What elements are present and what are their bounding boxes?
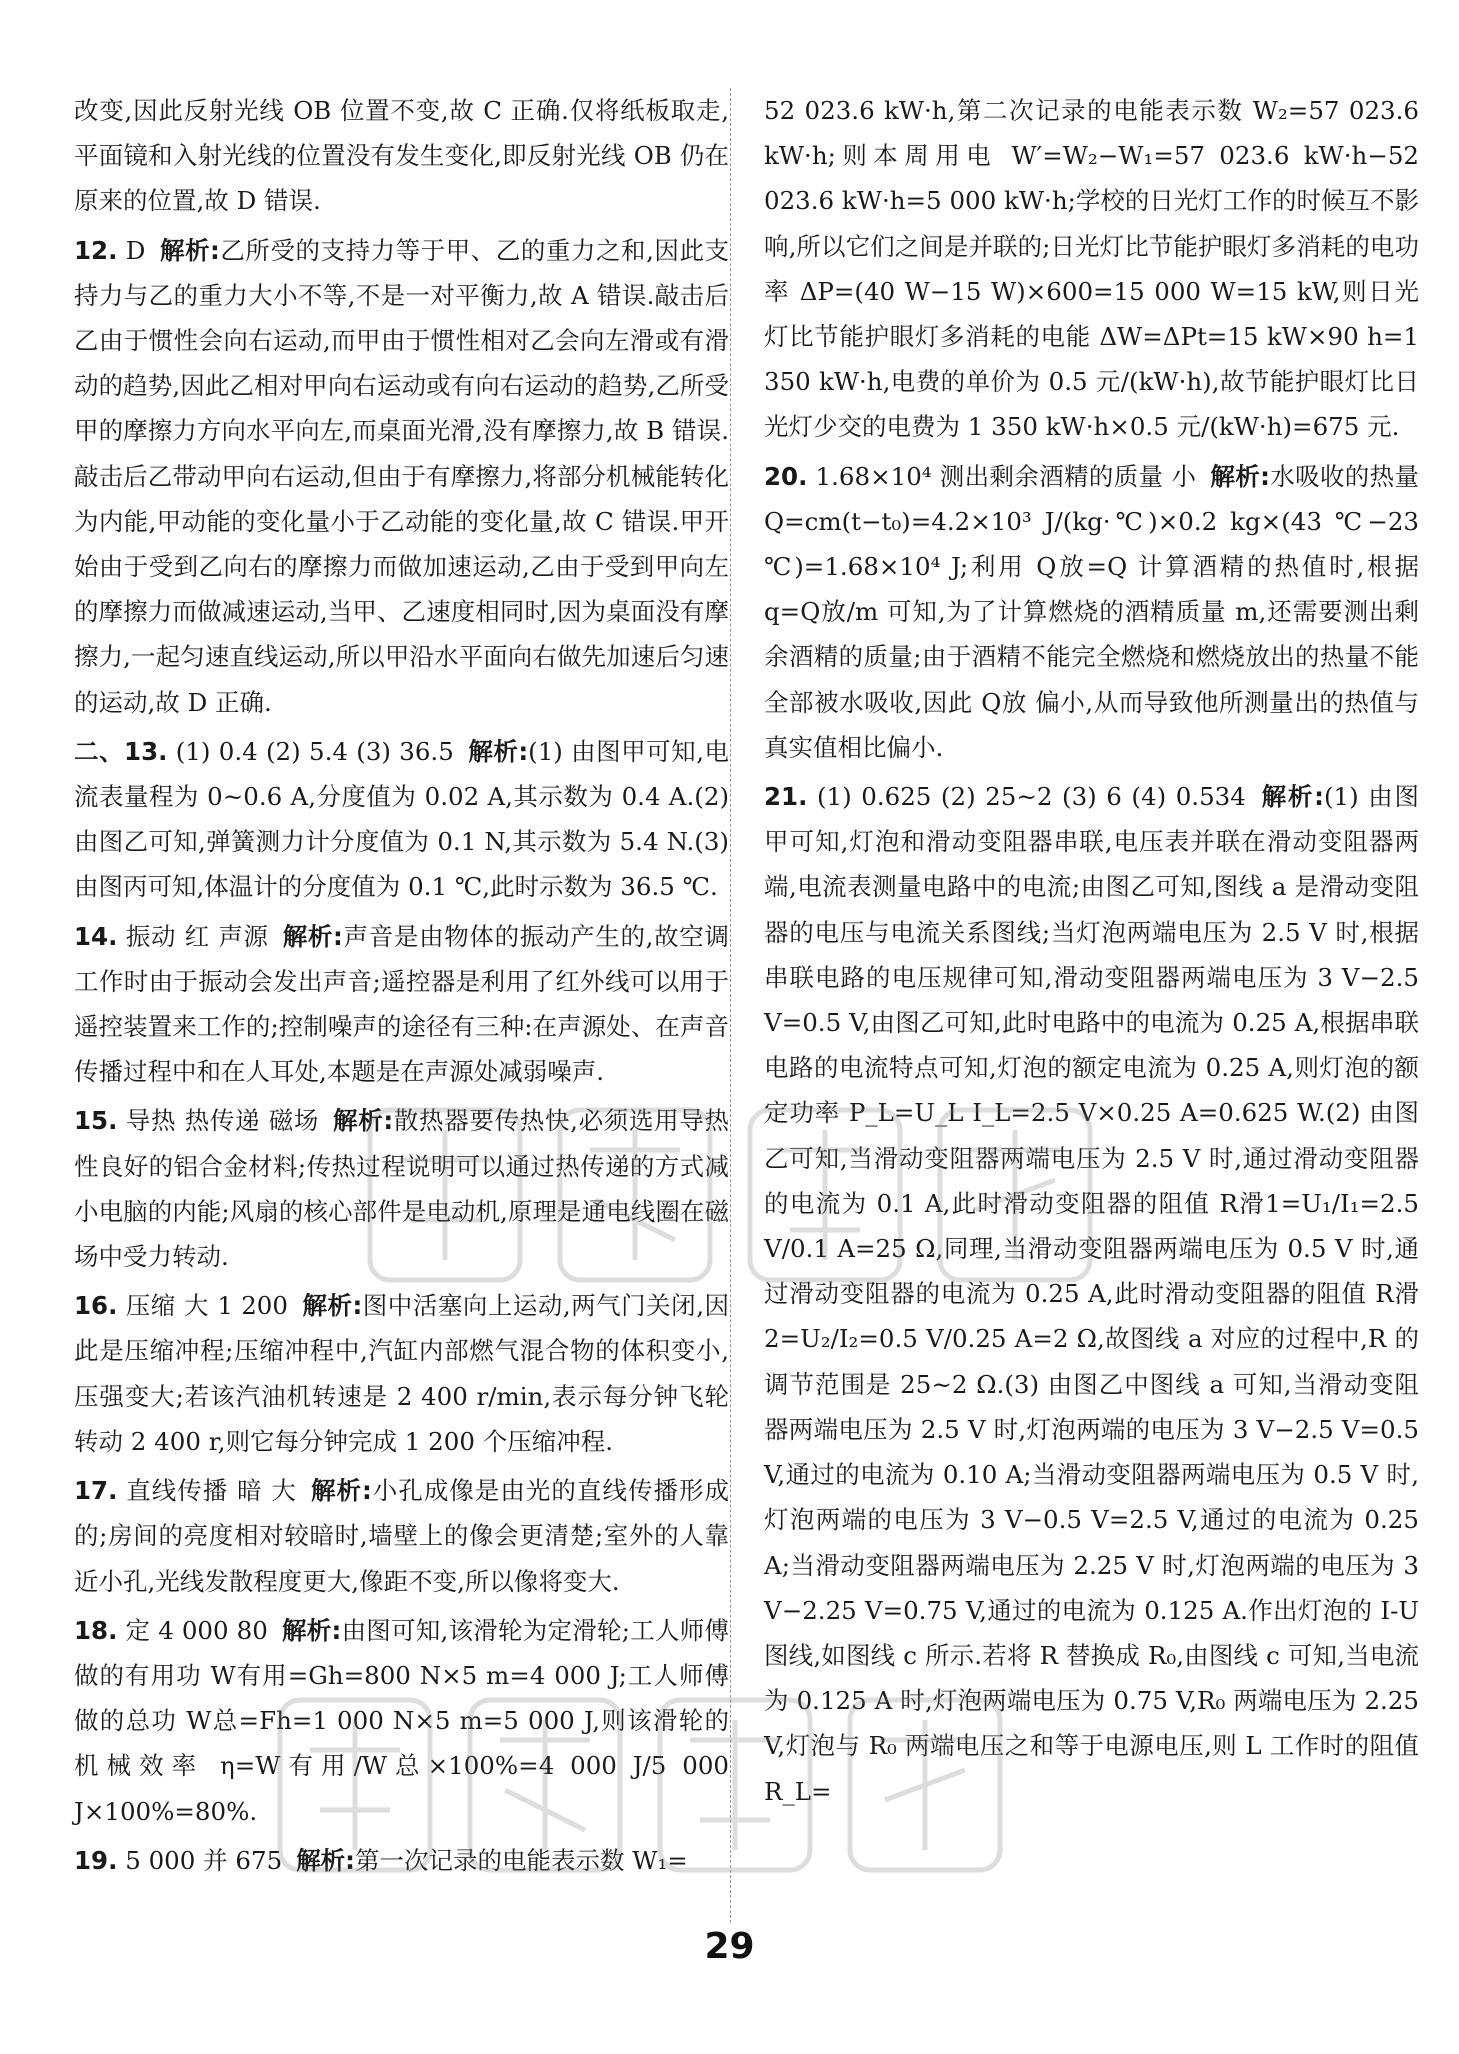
question-number: 14. [74, 921, 118, 951]
answer-paragraph [764, 454, 1419, 770]
explanation-label: 解析: [282, 921, 343, 951]
explanation-label: 解析: [333, 1106, 394, 1136]
answer-paragraph [74, 88, 729, 224]
explanation-label: 解析: [159, 235, 220, 265]
explanation-text: 52 023.6 kW·h,第二次记录的电能表示数 W₂=57 023.6 kW·h;则本周用电 W′=W₂−W₁=57 023.6 kW·h−52 023.6 kW·h=5 000 kW·h;学校的日光灯工作的时候互不影响,所以它们之间是并联的;日光灯比节能护眼灯多消耗的电功率 ΔP=(40 W−15 W)×600=15 000 W=15 kW,则日光灯比节能护眼灯多消耗的电能 ΔW=ΔPt=15 kW×90 h=1 350 kW·h,电费的单价为 0.5 元/(kW·h),故节能护眼灯比日光灯少交的电费为 1 350 kW·h×0.5 元/(kW·h)=675 元. [764, 96, 1419, 442]
answer-key: D [125, 235, 146, 265]
answer-key: 5 000 并 675 [125, 1845, 283, 1875]
question-number: 17. [74, 1476, 118, 1506]
question-number: 20. [764, 461, 808, 491]
answer-paragraph [74, 1608, 729, 1834]
question-number: 二、13. [74, 736, 168, 766]
column-divider [730, 88, 731, 1923]
question-number: 19. [74, 1845, 118, 1875]
answer-paragraph [74, 1468, 729, 1604]
left-column [74, 88, 729, 1887]
explanation-text: 由图可知,该滑轮为定滑轮;工人师傅做的有用功 W有用=Gh=800 N×5 m=4 000 J;工人师傅做的总功 W总=Fh=1 000 N×5 m=5 000 J,则该滑轮的机械效率 η=W有用/W总×100%=4 000 J/5 000 J×100%=80%. [74, 1615, 729, 1826]
question-number: 15. [74, 1106, 118, 1136]
explanation-text: (1) 由图甲可知,灯泡和滑动变阻器串联,电压表并联在滑动变阻器两端,电流表测量电路中的电流;由图乙可知,图线 a 是滑动变阻器的电压与电流关系图线;当灯泡两端电压为 2.5 V 时,根据串联电路的电压规律可知,滑动变阻器两端电压为 3 V−2.5 V=0.5 V,由图乙可知,此时电路中的电流为 0.25 A,根据串联电路的电流特点可知,灯泡的额定电流为 0.25 A,则灯泡的额定功率 P_L=U_L I_L=2.5 V×0.25 A=0.625 W.(2) 由图乙可知,当滑动变阻器两端电压为 2.5 V 时,通过滑动变阻器的电流为 0.1 A,此时滑动变阻器的阻值 R滑1=U₁/I₁=2.5 V/0.1 A=25 Ω,同理,当滑动变阻器两端电压为 0.5 V 时,通过滑动变阻器的电流为 0.25 A,此时滑动变阻器的阻值 R滑2=U₂/I₂=0.5 V/0.25 A=2 Ω,故图线 a 对应的过程中,R 的调节范围是 25~2 Ω.(3) 由图乙中图线 a 可知,当滑动变阻器两端电压为 2.5 V 时,灯泡两端的电压为 3 V−2.5 V=0.5 V,通过的电流为 0.10 A;当滑动变阻器两端电压为 0.5 V 时,灯泡两端的电压为 3 V−0.5 V=2.5 V,通过的电流为 0.25 A;当滑动变阻器两端电压为 2.25 V 时,灯泡两端的电压为 3 V−2.25 V=0.75 V,通过的电流为 0.125 A.作出灯泡的 I-U 图线,如图线 c 所示.若将 R 替换成 R₀,由图线 c 可知,当电流为 0.125 A 时,灯泡两端电压为 0.75 V,R₀ 两端电压为 2.25 V,灯泡与 R₀ 两端电压之和等于电源电压,则 L 工作时的阻值 R_L= [764, 782, 1419, 1806]
answer-paragraph [74, 914, 729, 1095]
answer-paragraph [74, 729, 729, 910]
answer-paragraph [764, 774, 1419, 1814]
explanation-label: 解析: [296, 1845, 355, 1875]
question-number: 16. [74, 1291, 118, 1321]
question-number: 21. [764, 782, 808, 812]
answer-key: 压缩 大 1 200 [125, 1291, 288, 1321]
explanation-label: 解析: [310, 1476, 372, 1506]
answer-key: 直线传播 暗 大 [126, 1476, 297, 1506]
answer-key: 导热 热传递 磁场 [125, 1106, 320, 1136]
explanation-label: 解析: [281, 1615, 342, 1645]
explanation-text: 图中活塞向上运动,两气门关闭,因此是压缩冲程;压缩冲程中,汽缸内部燃气混合物的体积变小,压强变大;若该汽油机转速是 2 400 r/min,表示每分钟飞轮转动 2 400 r,则它每分钟完成 1 200 个压缩冲程. [74, 1291, 729, 1456]
answer-key: (1) 0.4 (2) 5.4 (3) 36.5 [175, 736, 454, 766]
answer-paragraph [74, 1283, 729, 1464]
explanation-text: 水吸收的热量 Q=cm(t−t₀)=4.2×10³ J/(kg·℃)×0.2 kg×(43 ℃−23 ℃)=1.68×10⁴ J;利用 Q放=Q 计算酒精的热值时,根据 q=Q放/m 可知,为了计算燃烧的酒精质量 m,还需要测出剩余酒精的质量;由于酒精不能完全燃烧和燃烧放出的热量不能全部被水吸收,因此 Q放 偏小,从而导致他所测量出的热值与真实值相比偏小. [764, 461, 1419, 762]
explanation-label: 解析: [467, 736, 529, 766]
explanation-text: 改变,因此反射光线 OB 位置不变,故 C 正确.仅将纸板取走,平面镜和入射光线的位置没有发生变化,即反射光线 OB 仍在原来的位置,故 D 错误. [74, 96, 729, 216]
explanation-label: 解析: [301, 1291, 363, 1321]
answer-key: 1.68×10⁴ 测出剩余酒精的质量 小 [815, 461, 1197, 491]
answer-paragraph [74, 1838, 729, 1883]
explanation-text: 散热器要传热快,必须选用导热性良好的铝合金材料;传热过程说明可以通过热传递的方式减小电脑的内能;风扇的核心部件是电动机,原理是通电线圈在磁场中受力转动. [74, 1106, 729, 1272]
answer-key: (1) 0.625 (2) 25~2 (3) 6 (4) 0.534 [816, 782, 1246, 812]
right-column [764, 88, 1419, 1818]
explanation-label: 解析: [1210, 461, 1270, 491]
answer-paragraph [74, 228, 729, 725]
explanation-text: 声音是由物体的振动产生的,故空调工作时由于振动会发出声音;遥控器是利用了红外线可以用于遥控装置来工作的;控制噪声的途径有三种:在声源处、在声音传播过程中和在人耳处,本题是在声源处减弱噪声. [74, 921, 729, 1087]
question-number: 18. [74, 1615, 118, 1645]
explanation-text: 小孔成像是由光的直线传播形成的;房间的亮度相对较暗时,墙壁上的像会更清楚;室外的人靠近小孔,光线发散程度更大,像距不变,所以像将变大. [74, 1476, 730, 1596]
answer-paragraph [764, 88, 1419, 450]
answer-key: 定 4 000 80 [125, 1615, 268, 1645]
explanation-text: 第一次记录的电能表示数 W₁= [355, 1845, 688, 1875]
explanation-text: 乙所受的支持力等于甲、乙的重力之和,因此支持力与乙的重力大小不等,不是一对平衡力,故 A 错误.敲击后乙由于惯性会向右运动,而甲由于惯性相对乙会向左滑或有滑动的趋势,因此乙相对甲向右运动或有向右运动的趋势,乙所受甲的摩擦力方向水平向左,而桌面光滑,没有摩擦力,故 B 错误.敲击后乙带动甲向右运动,但由于有摩擦力,将部分机械能转化为内能,甲动能的变化量小于乙动能的变化量,故 C 错误.甲开始由于受到乙向右的摩擦力而做加速运动,乙由于受到甲向左的摩擦力而做减速运动,当甲、乙速度相同时,因为桌面没有摩擦力,一起匀速直线运动,所以甲沿水平面向右做先加速后匀速的运动,故 D 正确. [74, 235, 729, 717]
explanation-text: (1) 由图甲可知,电流表量程为 0~0.6 A,分度值为 0.02 A,其示数为 0.4 A.(2) 由图乙可知,弹簧测力计分度值为 0.1 N,其示数为 5.4 N.(3) 由图丙可知,体温计的分度值为 0.1 ℃,此时示数为 36.5 ℃. [74, 736, 729, 902]
explanation-label: 解析: [1259, 782, 1324, 812]
answer-key: 振动 红 声源 [125, 921, 269, 951]
answer-paragraph [74, 1098, 729, 1279]
question-number: 12. [74, 235, 118, 265]
page-number: 29 [704, 1926, 755, 1967]
